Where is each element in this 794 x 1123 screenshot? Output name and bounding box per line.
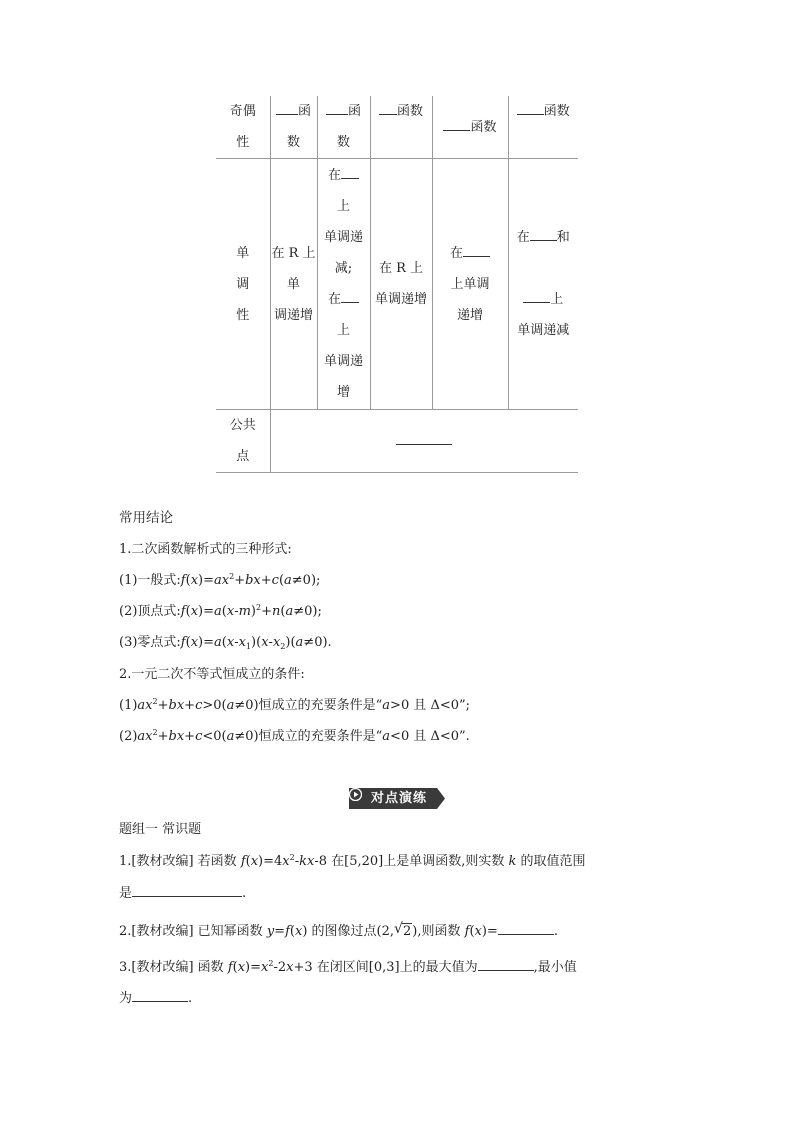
table-cell: 在 上 单调递 减; 在 上 单调递 增 [317,159,370,410]
table-cell: 在 R 上 单调递增 [370,159,432,410]
table-row-parity [216,96,578,159]
question-1-line-2: 是 . [119,883,246,904]
question-3-line-2: 为 . [119,988,192,1009]
conclusion-general-form: (1)一般式$:f(x)=ax^2+bx+c(a\ne 0)$; [119,572,321,588]
question-3-line-1: 3.[教材改编] 函数 $f(x)=x^2-2x+3$ 在闭区间[0,3]上的最大值为 ,最小值 [119,959,577,975]
play-circle-icon [349,788,362,801]
conclusion-vertex-form: (2)顶点式$:f(x)=a(x-m)^2+n(a\ne 0)$; [119,603,322,619]
conclusion-inequality-positive: $(1)ax^2+bx+c>0(a\ne 0)$恒成立的充要条件是“a>0 且 Δ<0”; [119,697,471,713]
table-cell: 在 R 上 单 调递增 [270,159,317,410]
table-cell: 函数 [370,96,432,159]
conclusion-inequality-negative: $(2)ax^2+bx+c<0(a\ne 0)$恒成立的充要条件是“a<0 且 Δ<0”. [119,728,470,744]
table-cell: 函数 [432,96,508,159]
table-cell-common-point-blank [270,410,578,473]
table-row-monotonicity [216,159,578,410]
table-cell: 函 数 [270,96,317,159]
answer-blank[interactable] [498,921,554,935]
practice-banner [349,788,445,809]
exercise-group-title: 题组一 常识题 [119,822,202,837]
table-row-common-point [216,410,578,473]
table-cell: 函数 [508,96,578,159]
question-1-line-1: 1.[教材改编] 若函数 $f(x)=4x^2-kx-8$ 在[5,20]上是单调函数,则实数 k 的取值范围 [119,853,586,869]
conclusion-item-1-title: 1.二次函数解析式的三种形式: [119,542,292,557]
row-header-parity: 奇偶 性 [216,96,270,159]
table-cell: 在 和 上 单调递减 [508,159,578,410]
power-function-property-table [216,96,578,473]
answer-blank[interactable] [478,957,534,971]
section-title: 常用结论 [119,510,173,526]
conclusion-item-2-title: 2.一元二次不等式恒成立的条件: [119,667,305,682]
sqrt-symbol: √ 2 [394,921,412,939]
answer-blank[interactable] [132,988,188,1002]
row-header-common-point: 公共 点 [216,410,270,473]
table-cell: 函 数 [317,96,370,159]
banner-label: 对点演练 [371,791,428,806]
conclusion-zero-form: (3)零点式$:f(x)=a(x-x_1)(x-x_2)(a\ne 0)$. [119,635,332,651]
table-cell: 在 上单调 递增 [432,159,508,410]
row-header-monotonicity: 单 调 性 [216,159,270,410]
answer-blank[interactable] [132,883,242,897]
question-2: 2.[教材改编] 已知幂函数 y=f(x) 的图像过点(2, √ 2),则函数 f(x)= . [119,921,558,942]
